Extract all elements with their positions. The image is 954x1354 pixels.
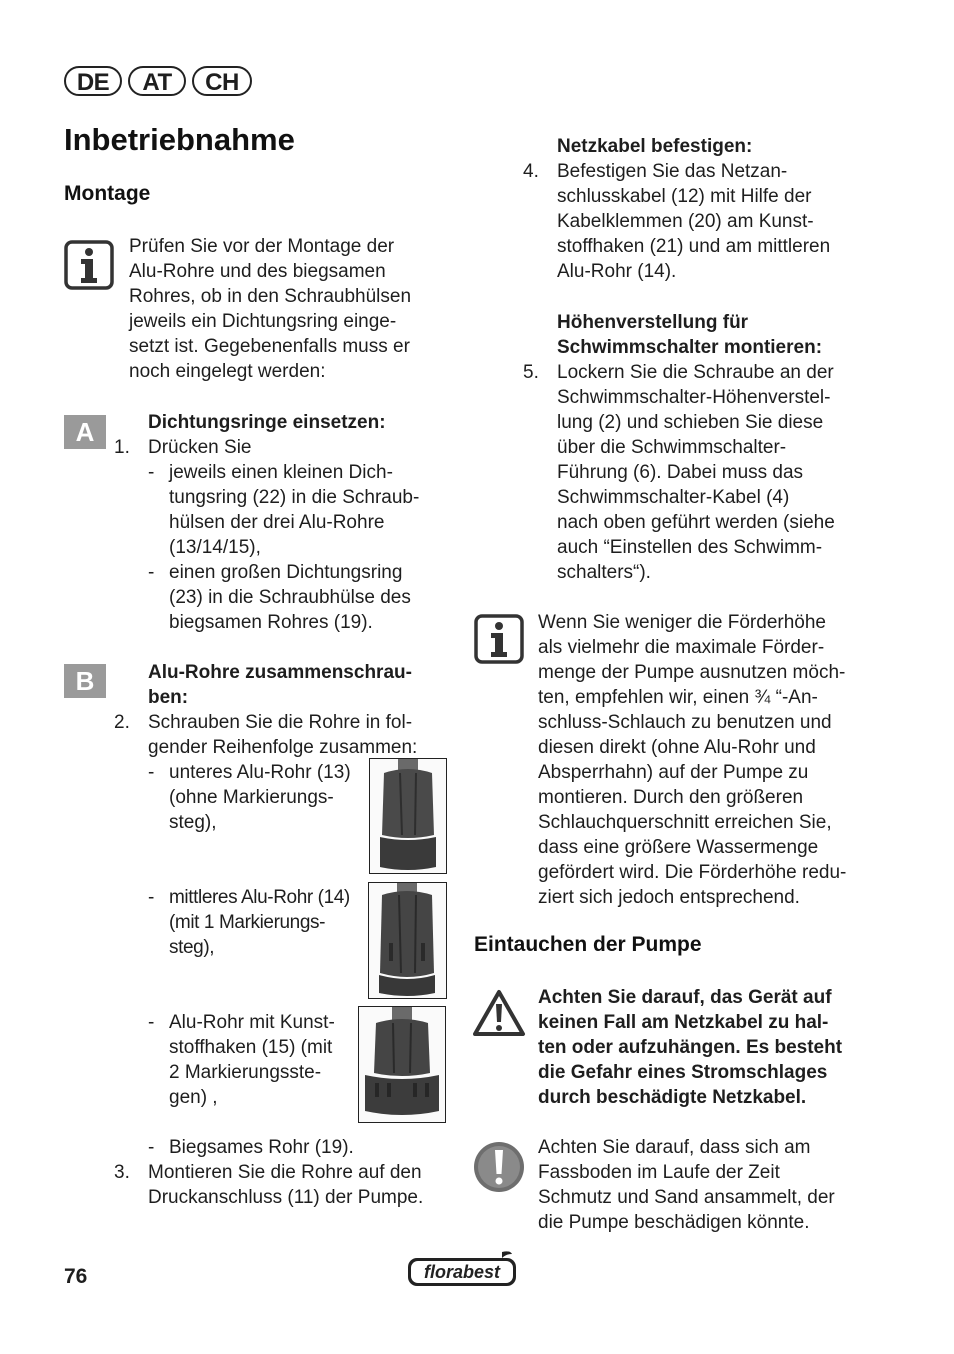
text-line: biegsamen Rohres (19). — [169, 612, 373, 633]
text-line: Kabelklemmen (20) am Kunst- — [557, 211, 814, 232]
text-line: Fassboden im Laufe der Zeit — [538, 1162, 780, 1183]
text-line: Schwimmschalter-Höhenverstel- — [557, 387, 831, 408]
bullet-dash: - — [148, 1137, 155, 1158]
text-line: hülsen der drei Alu-Rohre — [169, 512, 385, 533]
bullet-dash: - — [148, 562, 155, 583]
immersion-heading: Eintauchen der Pumpe — [474, 933, 702, 956]
text-line: Achten Sie darauf, das Gerät auf — [538, 987, 832, 1008]
text-line: ten, empfehlen wir, einen ¾ “-An- — [538, 687, 818, 708]
text-line: die Pumpe beschädigen könnte. — [538, 1212, 810, 1233]
height-adjust-heading — [557, 310, 822, 360]
pipe-image-one-marking — [368, 882, 447, 999]
text-line: stoffhaken (21) und am mittleren — [557, 236, 831, 257]
text-line: Druckanschluss (11) der Pumpe. — [148, 1187, 424, 1208]
text-line: ziert sich jedoch entsprechend. — [538, 887, 800, 908]
warning-text — [538, 985, 842, 1110]
text-line: Alu-Rohre zusammenschrau- — [148, 662, 412, 683]
text-line: Führung (6). Dabei muss das — [557, 462, 804, 483]
warning-triangle-icon — [472, 988, 526, 1038]
country-tag-ch: CH — [192, 66, 252, 96]
text-line: gefördert wird. Die Förderhöhe redu- — [538, 862, 847, 883]
page-title: Inbetriebnahme — [64, 122, 295, 157]
step-number: 2. — [114, 712, 130, 733]
text-line: menge der Pumpe ausnutzen möch- — [538, 662, 846, 683]
text-line: gen) , — [169, 1087, 218, 1108]
text-line: stoffhaken (15) (mit — [169, 1037, 333, 1058]
step-number: 3. — [114, 1162, 130, 1183]
figure-label-a: A — [64, 415, 106, 449]
cable-heading: Netzkabel befestigen: — [557, 136, 753, 157]
pipe-image-two-markings — [358, 1006, 446, 1123]
text-line: durch beschädigte Netzkabel. — [538, 1087, 807, 1108]
logo-text: florabest — [423, 1262, 501, 1282]
country-tag-at: AT — [128, 66, 186, 96]
text-line: schlusskabel (12) mit Hilfe der — [557, 186, 812, 207]
hose-info-text — [538, 610, 846, 910]
text-line: schalters“). — [557, 562, 651, 583]
text-line: Höhenverstellung für — [557, 312, 749, 333]
info-icon — [474, 614, 524, 664]
text-line: jeweils ein Dichtungsring einge- — [129, 311, 397, 332]
bullet-text — [169, 760, 351, 835]
step-3-text — [148, 1160, 423, 1210]
step-number: 4. — [523, 161, 539, 182]
step-5-text — [557, 360, 835, 585]
figure-label-b: B — [64, 664, 106, 698]
step-4-text — [557, 159, 830, 284]
country-tag-de: DE — [64, 66, 122, 96]
info-icon — [64, 240, 114, 290]
text-line: (13/14/15), — [169, 537, 261, 558]
florabest-logo — [406, 1250, 518, 1288]
text-line: noch eingelegt werden: — [129, 361, 326, 382]
text-line: Schrauben Sie die Rohre in fol- — [148, 712, 413, 733]
text-line: unteres Alu-Rohr (13) — [169, 762, 351, 783]
text-line: (ohne Markierungs- — [169, 787, 334, 808]
text-line: nach oben geführt werden (siehe — [557, 512, 835, 533]
text-line: Rohres, ob in den Schraubhülsen — [129, 286, 412, 307]
text-line: lung (2) und schieben Sie diese — [557, 412, 824, 433]
text-line: Wenn Sie weniger die Förderhöhe — [538, 612, 826, 633]
text-line: jeweils einen kleinen Dich- — [169, 462, 393, 483]
page-number: 76 — [64, 1265, 88, 1288]
bullet-dash: - — [148, 762, 155, 783]
text-line: Alu-Rohr (14). — [557, 261, 677, 282]
text-line: Schlauchquerschnitt erreichen Sie, — [538, 812, 832, 833]
text-line: Alu-Rohr mit Kunst- — [169, 1012, 335, 1033]
bullet-dash: - — [148, 462, 155, 483]
text-line: Prüfen Sie vor der Montage der — [129, 236, 395, 257]
text-line: tungsring (22) in die Schraub- — [169, 487, 420, 508]
text-line: setzt ist. Gegebenenfalls muss er — [129, 336, 410, 357]
text-line: Lockern Sie die Schraube an der — [557, 362, 834, 383]
text-line: mittleres Alu-Rohr (14) — [169, 887, 350, 908]
text-line: die Gefahr eines Stromschlages — [538, 1062, 828, 1083]
text-line: montieren. Durch den größeren — [538, 787, 804, 808]
text-line: ben: — [148, 687, 189, 708]
text-line: schluss-Schlauch zu benutzen und — [538, 712, 832, 733]
pipe-image-no-marking — [369, 758, 447, 874]
text-line: ten oder aufzuhängen. Es besteht — [538, 1037, 843, 1058]
text-line: Achten Sie darauf, dass sich am — [538, 1137, 811, 1158]
section-a-heading: Dichtungsringe einsetzen: — [148, 412, 386, 433]
text-line: Absperrhahn) auf der Pumpe zu — [538, 762, 809, 783]
text-line: Schwimmschalter montieren: — [557, 337, 823, 358]
step-number: 5. — [523, 362, 539, 383]
bullet-text — [169, 1010, 335, 1110]
text-line: auch “Einstellen des Schwimm- — [557, 537, 823, 558]
bullet-text — [169, 460, 419, 560]
text-line: Alu-Rohre und des biegsamen — [129, 261, 386, 282]
text-line: einen großen Dichtungsring — [169, 562, 403, 583]
text-line: diesen direkt (ohne Alu-Rohr und — [538, 737, 816, 758]
text-line: 2 Markierungsste- — [169, 1062, 322, 1083]
text-line: Schwimmschalter-Kabel (4) — [557, 487, 790, 508]
text-line: als vielmehr die maximale Förder- — [538, 637, 825, 658]
text-line: Montieren Sie die Rohre auf den — [148, 1162, 422, 1183]
montage-info-text — [129, 234, 411, 384]
text-line: steg), — [169, 937, 215, 958]
step-2-text — [148, 710, 417, 760]
exclamation-circle-icon — [472, 1140, 526, 1194]
text-line: keinen Fall am Netzkabel zu hal- — [538, 1012, 829, 1033]
montage-heading: Montage — [64, 182, 151, 205]
bullet-dash: - — [148, 1012, 155, 1033]
text-line: gender Reihenfolge zusammen: — [148, 737, 418, 758]
text-line: dass eine größere Wassermenge — [538, 837, 819, 858]
bullet-text: Biegsames Rohr (19). — [169, 1137, 354, 1158]
text-line: über die Schwimmschalter- — [557, 437, 787, 458]
text-line: Befestigen Sie das Netzan- — [557, 161, 788, 182]
step-number: 1. — [114, 437, 130, 458]
step-1-text: Drücken Sie — [148, 437, 252, 458]
bullet-text — [169, 560, 411, 635]
bullet-dash: - — [148, 887, 155, 908]
text-line: Schmutz und Sand ansammelt, der — [538, 1187, 835, 1208]
text-line: steg), — [169, 812, 217, 833]
text-line: (23) in die Schraubhülse des — [169, 587, 411, 608]
text-line: (mit 1 Markierungs- — [169, 912, 326, 933]
bullet-text — [169, 885, 350, 960]
notice-text — [538, 1135, 835, 1235]
section-b-heading — [148, 660, 412, 710]
